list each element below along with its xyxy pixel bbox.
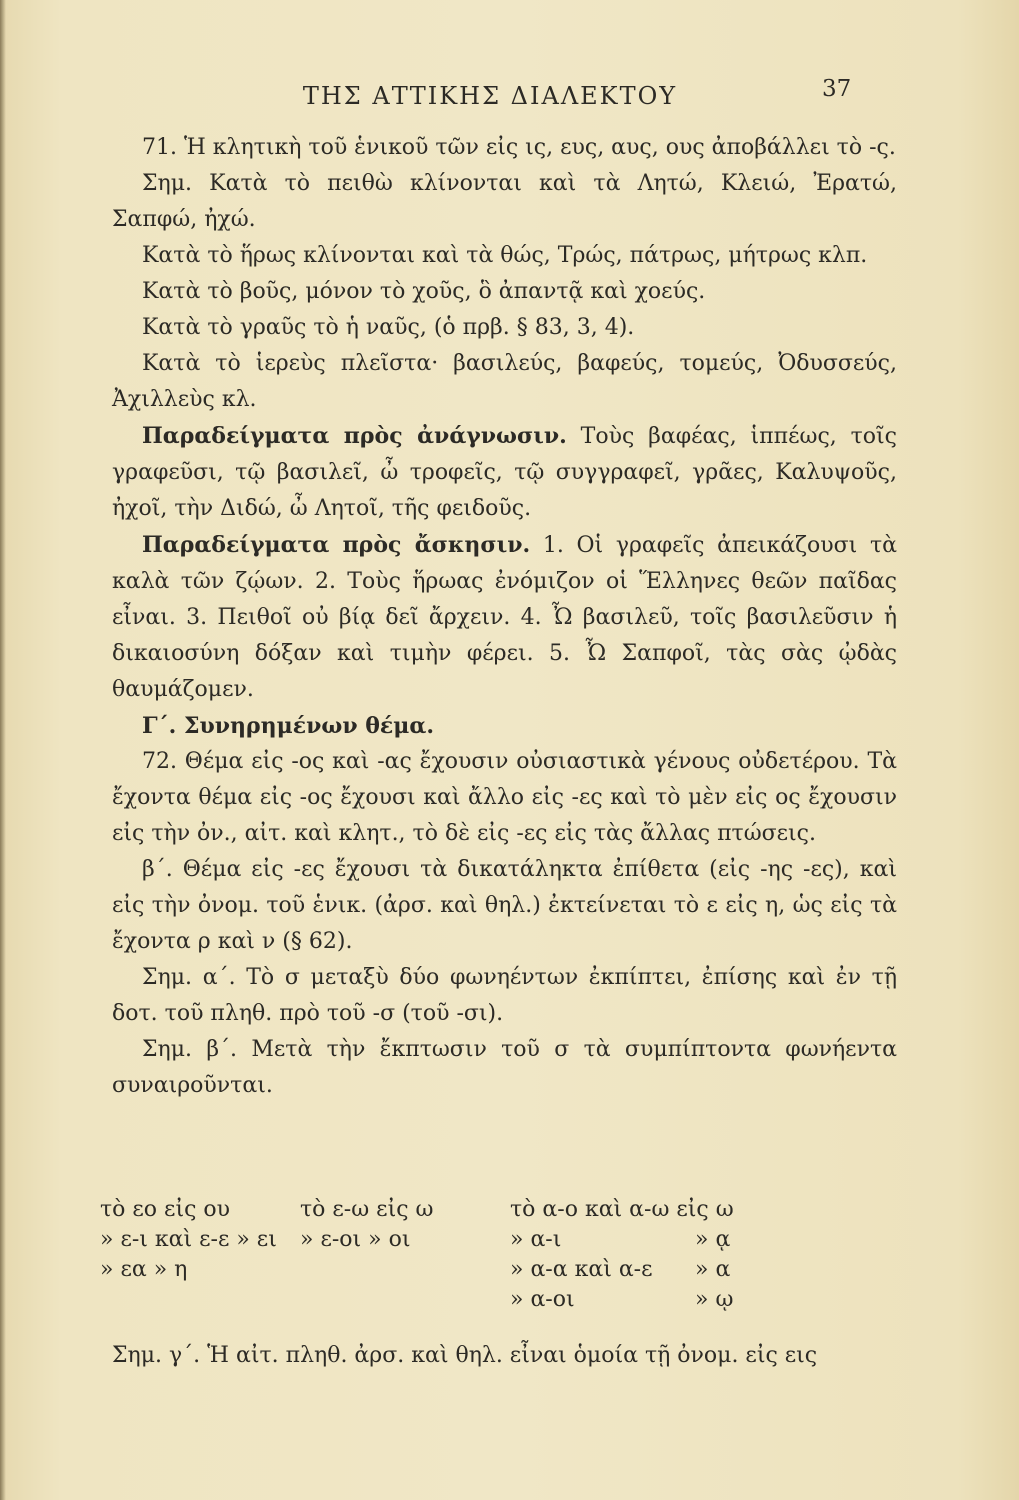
note-paragraph: Κατὰ τὸ ἥρως κλίνονται καὶ τὰ θώς, Τρώς, πάτρως, μήτρως κλπ.	[142, 243, 868, 268]
running-title: ΤΗΣ ΑΤΤΙΚΗΣ ΔΙΑΛΕΚΤΟΥ	[302, 82, 678, 110]
examples-reading	[112, 418, 897, 527]
note-beta: Σημ. β΄. Μετὰ τὴν ἔκπτωσιν τοῦ σ τὰ συμπίπτοντα φωνήεντα συναιροῦνται.	[112, 1037, 897, 1098]
page-body	[112, 130, 897, 1104]
table-row	[100, 1285, 900, 1315]
table-cell: » ῳ	[695, 1287, 734, 1312]
table-cell	[300, 1255, 510, 1285]
table-cell: » ᾳ	[695, 1227, 731, 1252]
note-paragraph: Κατὰ τὸ βοῦς, μόνον τὸ χοῦς, ὃ ἀπαντᾷ καὶ χοεύς.	[142, 279, 706, 304]
note-paragraph: Σημ. Κατὰ τὸ πειθὼ κλίνονται καὶ τὰ Λητώ, Κλειώ, Ἐρατώ, Σαπφώ, ἠχώ.	[112, 171, 897, 232]
examples-exercise	[112, 527, 897, 708]
table-cell	[695, 1195, 900, 1225]
table-cell: » α-οι	[510, 1287, 575, 1312]
examples-exercise-text: 1. Οἱ γραφεῖς ἀπεικάζουσι τὰ καλὰ τῶν ζῴων. 2. Τοὺς ἥρωας ἐνόμιζον οἱ Ἕλληνες θεῶν παῖδας εἶναι. 3. Πειθοῖ οὐ βίᾳ δεῖ ἄρχειν. 4. Ὦ βασιλεῦ, τοῖς βασιλεῦσιν ἡ δικαιοσύνη δόξαν καὶ τιμὴν φέρει. 5. Ὦ Σαπφοῖ, τὰς σὰς ᾠδὰς θαυμάζομεν.	[112, 533, 897, 702]
table-cell: » ε-ι καὶ ε-ε » ει	[100, 1227, 277, 1252]
note-paragraph: Κατὰ τὸ ἱερεὺς πλεῖστα· βασιλεύς, βαφεύς, τομεύς, Ὀδυσσεύς, Ἀχιλλεὺς κλ.	[112, 351, 897, 412]
table-cell: » εα » η	[100, 1257, 188, 1282]
table-cell: » α	[695, 1257, 731, 1282]
table-cell: » ε-οι » οι	[300, 1227, 411, 1252]
table-cell: τὸ ε-ω εἰς ω	[300, 1197, 434, 1222]
table-cell	[100, 1285, 300, 1315]
paragraph-71: 71. Ἡ κλητικὴ τοῦ ἑνικοῦ τῶν εἰς ις, ευς, αυς, ους ἀποβάλλει τὸ -ς.	[142, 135, 896, 160]
table-cell: τὸ εο εἰς ου	[100, 1197, 231, 1222]
table-cell: » α-ι	[510, 1227, 562, 1252]
table-cell: » α-α καὶ α-ε	[510, 1257, 653, 1282]
paragraph-72: 72. Θέμα εἰς -ος καὶ -ας ἔχουσιν οὐσιαστικὰ γένους οὐδετέρου. Τὰ ἔχοντα θέμα εἰς -ος ἔχουσι καὶ ἄλλο εἰς -ες καὶ τὸ μὲν εἰς ος ἔχουσιν εἰς τὴν ὀν., αἰτ. καὶ κλητ., τὸ δὲ εἰς -ες εἰς τὰς ἄλλας πτώσεις.	[112, 749, 897, 846]
table-row	[100, 1255, 900, 1285]
page-header	[0, 76, 1019, 112]
table-cell: τὸ α-ο καὶ α-ω εἰς ω	[510, 1197, 734, 1222]
paragraph-72-beta: β΄. Θέμα εἰς -ες ἔχουσι τὰ δικατάληκτα ἐπίθετα (εἰς -ης -ες), καὶ εἰς τὴν ὀνομ. τοῦ ἑνικ. (ἀρσ. καὶ θηλ.) ἐκτείνεται τὸ ε εἰς η, ὡς εἰς τὰ ἔχοντα ρ καὶ ν (§ 62).	[112, 857, 897, 954]
page-edge-shadow	[0, 0, 6, 1500]
examples-reading-heading: Παραδείγματα πρὸς ἀνάγνωσιν.	[142, 423, 567, 449]
examples-reading-text: Τοὺς βαφέας, ἱππέως, τοῖς γραφεῦσι, τῷ βασιλεῖ, ὦ τροφεῖς, τῷ συγγραφεῖ, γρᾶες, Καλυψοῦς, ἠχοῖ, τὴν Διδώ, ὦ Λητοῖ, τῆς φειδοῦς.	[112, 424, 897, 521]
table-cell	[300, 1285, 510, 1315]
table-row	[100, 1195, 900, 1225]
section-heading: Γ΄. Συνηρημένων θέμα.	[142, 713, 434, 739]
note-alpha: Σημ. α΄. Τὸ σ μεταξὺ δύο φωνηέντων ἐκπίπτει, ἐπίσης καὶ ἐν τῇ δοτ. τοῦ πληθ. πρὸ τοῦ -σ (τοῦ -σι).	[112, 965, 897, 1026]
footnote-gamma: Σημ. γ΄. Ἡ αἰτ. πληθ. ἀρσ. καὶ θηλ. εἶναι ὁμοία τῇ ὀνομ. εἰς εις	[112, 1343, 818, 1368]
table-row	[100, 1225, 900, 1255]
page-number: 37	[822, 76, 852, 102]
note-paragraph: Κατὰ τὸ γραῦς τὸ ἡ ναῦς, (ὁ πρβ. § 83, 3, 4).	[142, 315, 635, 340]
examples-exercise-heading: Παραδείγματα πρὸς ἄσκησιν.	[142, 532, 531, 558]
contraction-table	[100, 1195, 900, 1315]
